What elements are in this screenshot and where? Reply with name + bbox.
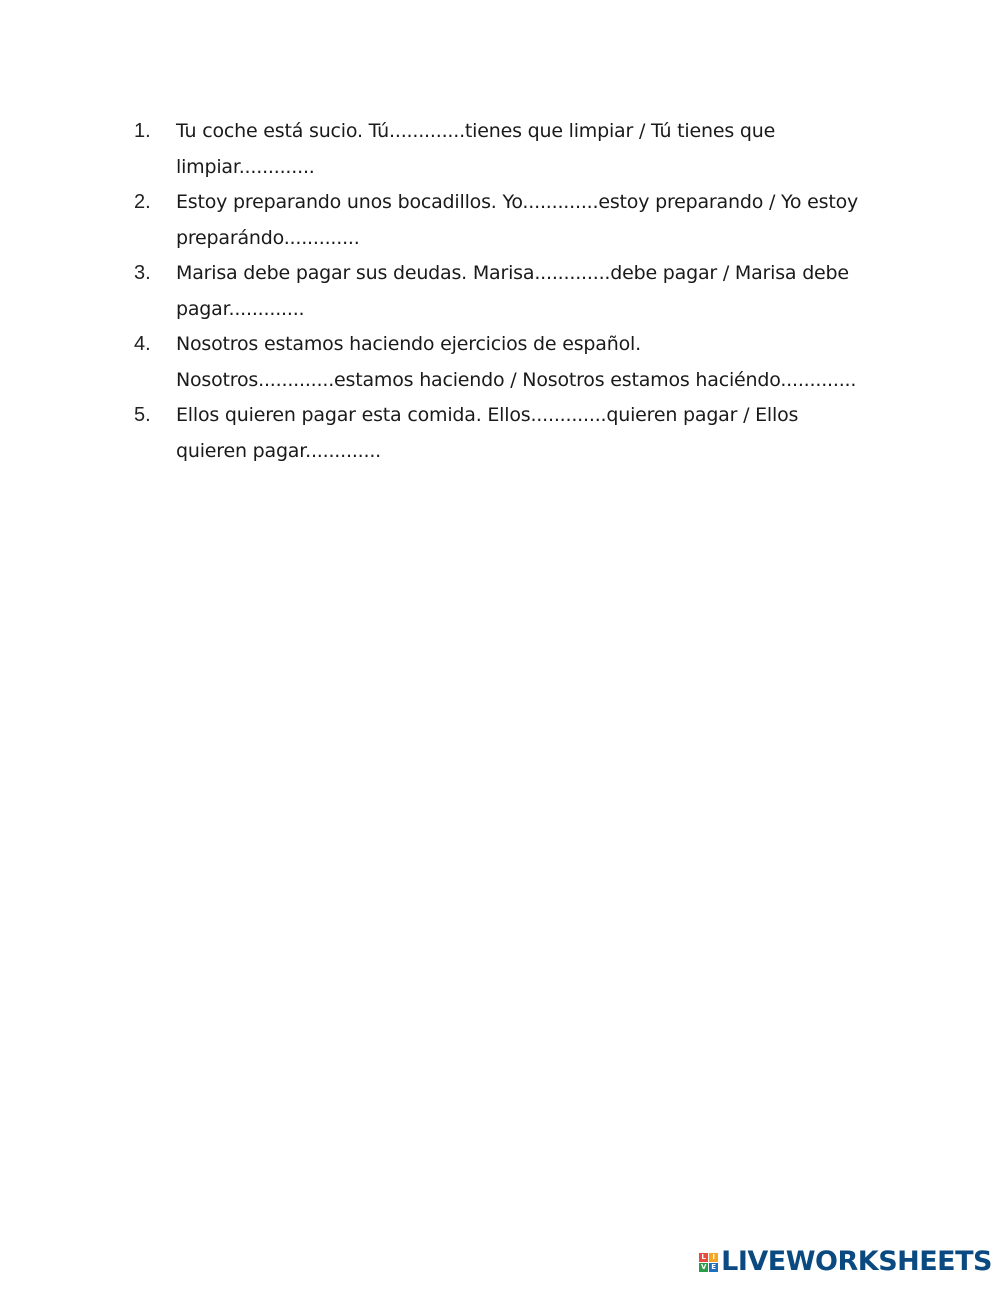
item-text: Marisa debe pagar sus deudas. Marisa.............debe pagar / Marisa debe pagar............. [176,262,849,320]
exercise-list [134,114,864,469]
logo-cell-l: L [699,1253,708,1262]
exercise-item-4 [134,327,864,398]
item-number: 5. [134,404,151,426]
exercise-item-2 [134,185,864,256]
item-text: Estoy preparando unos bocadillos. Yo.............estoy preparando / Yo estoy preparándo............. [176,191,859,249]
item-text: Tu coche está sucio. Tú.............tienes que limpiar / Tú tienes que limpiar............. [176,120,776,178]
item-number: 4. [134,333,151,355]
item-number: 1. [134,120,151,142]
liveworksheets-logo [699,1247,992,1277]
logo-cell-e: E [709,1263,718,1272]
logo-cell-v: V [700,1262,707,1271]
exercise-item-3 [134,256,864,327]
item-text: Nosotros estamos haciendo ejercicios de español. Nosotros.............estamos haciendo / Nosotros estamos haciéndo............. [176,333,857,391]
item-number: 2. [134,191,151,213]
exercise-item-1 [134,114,864,185]
item-number: 3. [134,262,151,284]
exercise-item-5 [134,398,864,469]
item-text: Ellos quieren pagar esta comida. Ellos.............quieren pagar / Ellos quieren pagar............. [176,404,799,462]
liveworksheets-logo-icon [699,1253,718,1272]
liveworksheets-wordmark: LIVEWORKSHEETS [721,1246,992,1277]
logo-cell-i: I [709,1253,718,1262]
